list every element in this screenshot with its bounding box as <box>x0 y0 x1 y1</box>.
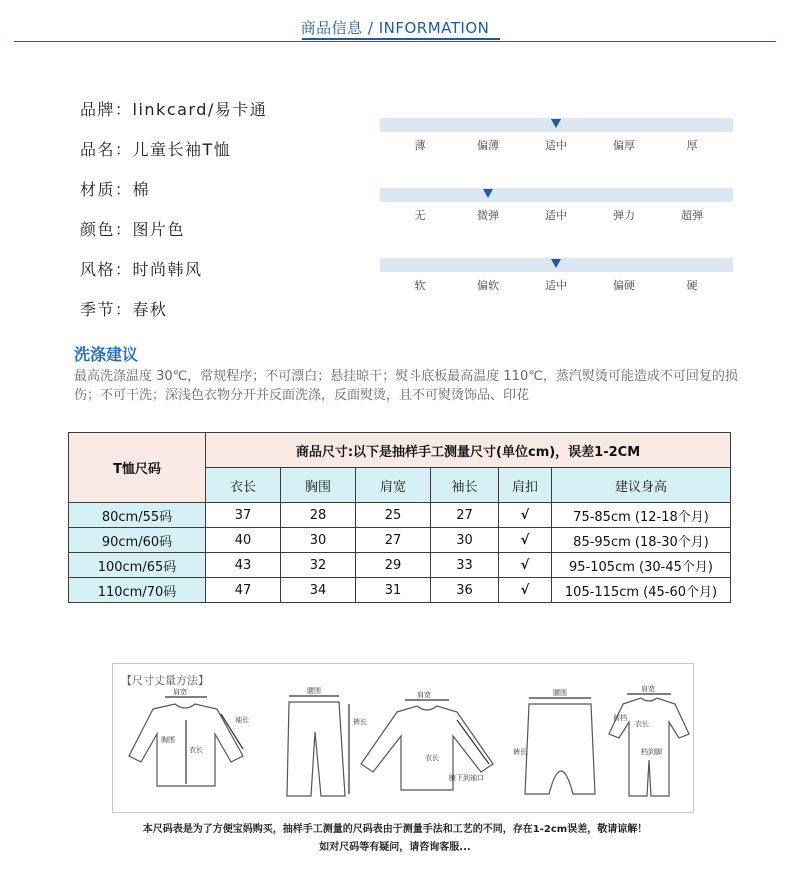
scale-option: 适中 <box>545 209 567 222</box>
table-cell: 25 <box>356 503 431 528</box>
scale-marker <box>551 259 561 268</box>
romper-pants-illustration <box>525 698 595 794</box>
scale-option: 适中 <box>545 279 567 292</box>
table-cell: 40 <box>206 528 281 553</box>
table-cell: 28 <box>281 503 356 528</box>
info-row-season: 季节：春秋 <box>80 300 168 319</box>
table-cell: √ <box>499 503 552 528</box>
jumpsuit-shoulder-label: 肩宽 <box>641 685 655 693</box>
scale-bar <box>380 258 733 272</box>
table-cell: √ <box>499 578 552 603</box>
section-title: 商品信息 / INFORMATION <box>300 19 490 37</box>
size-table-corner: T恤尺码 <box>69 433 206 503</box>
table-row <box>69 528 731 553</box>
size-label: 90cm/60码 <box>69 528 206 553</box>
scale-bar <box>380 118 733 132</box>
table-cell: 75-85cm (12-18个月) <box>552 503 731 528</box>
table-row <box>69 503 731 528</box>
length-label: 衣长 <box>189 746 203 754</box>
wash-instructions: 最高洗涤温度 30℃，常规程序；不可漂白；悬挂晾干；熨斗底板最高温度 110℃，蒸汽熨烫可能造成不可回复的损伤；不可干洗；深浅色衣物分开并反面洗涤，反面熨烫，且不可熨烫饰品、印花 <box>74 369 738 403</box>
crotch-label: 档到脚 <box>641 748 662 756</box>
column-header: 衣长 <box>206 468 281 503</box>
table-cell: 47 <box>206 578 281 603</box>
material-value: 棉 <box>132 180 151 199</box>
softness-scale <box>380 258 733 292</box>
table-cell: 31 <box>356 578 431 603</box>
size-label: 110cm/70码 <box>69 578 206 603</box>
product-info-list <box>80 100 380 340</box>
wash-title: 洗涤建议 <box>74 345 139 364</box>
table-cell: 30 <box>281 528 356 553</box>
info-row-brand: 品牌：linkcard/易卡通 <box>80 100 268 119</box>
jumpsuit-illustration <box>609 694 689 796</box>
scale-option: 偏硬 <box>613 279 635 292</box>
romper-waist-label: 腰围 <box>553 689 567 697</box>
rise-label: 前档 <box>613 714 627 722</box>
season-value: 春秋 <box>132 300 168 319</box>
scale-option: 适中 <box>545 139 567 152</box>
scale-option: 薄 <box>414 139 426 152</box>
title-underline <box>302 38 500 40</box>
column-header: 建议身高 <box>552 468 731 503</box>
scale-option: 偏厚 <box>613 139 635 152</box>
table-cell: 27 <box>431 503 499 528</box>
contact-note: 如对尺码等有疑问，请咨询客服... <box>319 842 471 853</box>
table-cell: 30 <box>431 528 499 553</box>
scale-option: 硬 <box>686 279 698 292</box>
pants-outline <box>287 702 345 796</box>
column-header: 胸围 <box>281 468 356 503</box>
scale-option: 偏薄 <box>477 139 499 152</box>
elasticity-scale <box>380 188 733 222</box>
measurement-guide-title: 【尺寸丈量方法】 <box>121 674 209 687</box>
table-cell: 29 <box>356 553 431 578</box>
table-cell: √ <box>499 553 552 578</box>
column-header: 袖长 <box>431 468 499 503</box>
column-header: 肩扣 <box>499 468 552 503</box>
table-cell: 34 <box>281 578 356 603</box>
scale-option: 偏软 <box>477 279 499 292</box>
info-row-name: 品名：儿童长袖T恤 <box>80 140 232 159</box>
table-cell: 85-95cm (18-30个月) <box>552 528 731 553</box>
romper-pants-outline <box>525 704 595 794</box>
color-value: 图片色 <box>132 220 186 239</box>
thickness-scale <box>380 118 733 152</box>
size-label: 100cm/65码 <box>69 553 206 578</box>
scale-marker <box>551 119 561 128</box>
table-cell: 105-115cm (45-60个月) <box>552 578 731 603</box>
scale-option: 厚 <box>686 139 698 152</box>
style-value: 时尚韩风 <box>132 260 203 279</box>
table-cell: 32 <box>281 553 356 578</box>
table-cell: 33 <box>431 553 499 578</box>
info-row-style: 风格：时尚韩风 <box>80 260 203 279</box>
waist-label: 腰围 <box>307 687 321 695</box>
pants-illustration <box>287 696 349 796</box>
longsleeve-sleeve-arrow <box>457 720 489 764</box>
info-row-material: 材质：棉 <box>80 180 151 199</box>
size-table-heading: 商品尺寸:以下是抽样手工测量尺寸(单位cm)，误差1-2CM <box>206 433 731 468</box>
table-cell: 95-105cm (30-45个月) <box>552 553 731 578</box>
shoulder-label: 肩宽 <box>173 688 187 696</box>
scale-marker <box>483 189 493 198</box>
table-cell: 27 <box>356 528 431 553</box>
scale-option: 软 <box>414 279 426 292</box>
table-row <box>69 553 731 578</box>
scale-option: 无 <box>414 209 426 222</box>
sleeve-down-label: 腋下到袖口 <box>449 774 484 782</box>
sleeve-label: 袖长 <box>235 716 249 724</box>
tshirt-illustration <box>129 697 243 786</box>
longsleeve-shoulder-label: 肩宽 <box>417 691 431 699</box>
size-label: 80cm/55码 <box>69 503 206 528</box>
jumpsuit-length-label: 衣长 <box>635 720 649 728</box>
table-cell: √ <box>499 528 552 553</box>
brand-value: linkcard/易卡通 <box>132 100 268 119</box>
romper-length-label: 裤长 <box>513 748 527 756</box>
table-cell: 37 <box>206 503 281 528</box>
measurement-guide <box>112 663 694 813</box>
header-divider <box>14 41 776 42</box>
size-table <box>68 432 731 603</box>
info-row-color: 颜色：图片色 <box>80 220 186 239</box>
size-note: 本尺码表是为了方便宝妈购买，抽样手工测量的尺码表由于测量手法和工艺的不同，存在1-2cm误差，敬请谅解！ <box>142 824 648 835</box>
scale-option: 弹力 <box>613 209 635 222</box>
jumpsuit-outline <box>609 698 689 796</box>
scale-option: 超弹 <box>681 209 703 222</box>
scale-bar <box>380 188 733 202</box>
chest-label: 胸围 <box>161 736 175 744</box>
table-cell: 36 <box>431 578 499 603</box>
table-cell: 43 <box>206 553 281 578</box>
pants-length-label: 裤长 <box>353 718 367 726</box>
product-name-value: 儿童长袖T恤 <box>132 140 232 159</box>
column-header: 肩宽 <box>356 468 431 503</box>
scale-option: 微弹 <box>477 209 499 222</box>
longsleeve-length-label: 衣长 <box>425 754 439 762</box>
table-row <box>69 578 731 603</box>
